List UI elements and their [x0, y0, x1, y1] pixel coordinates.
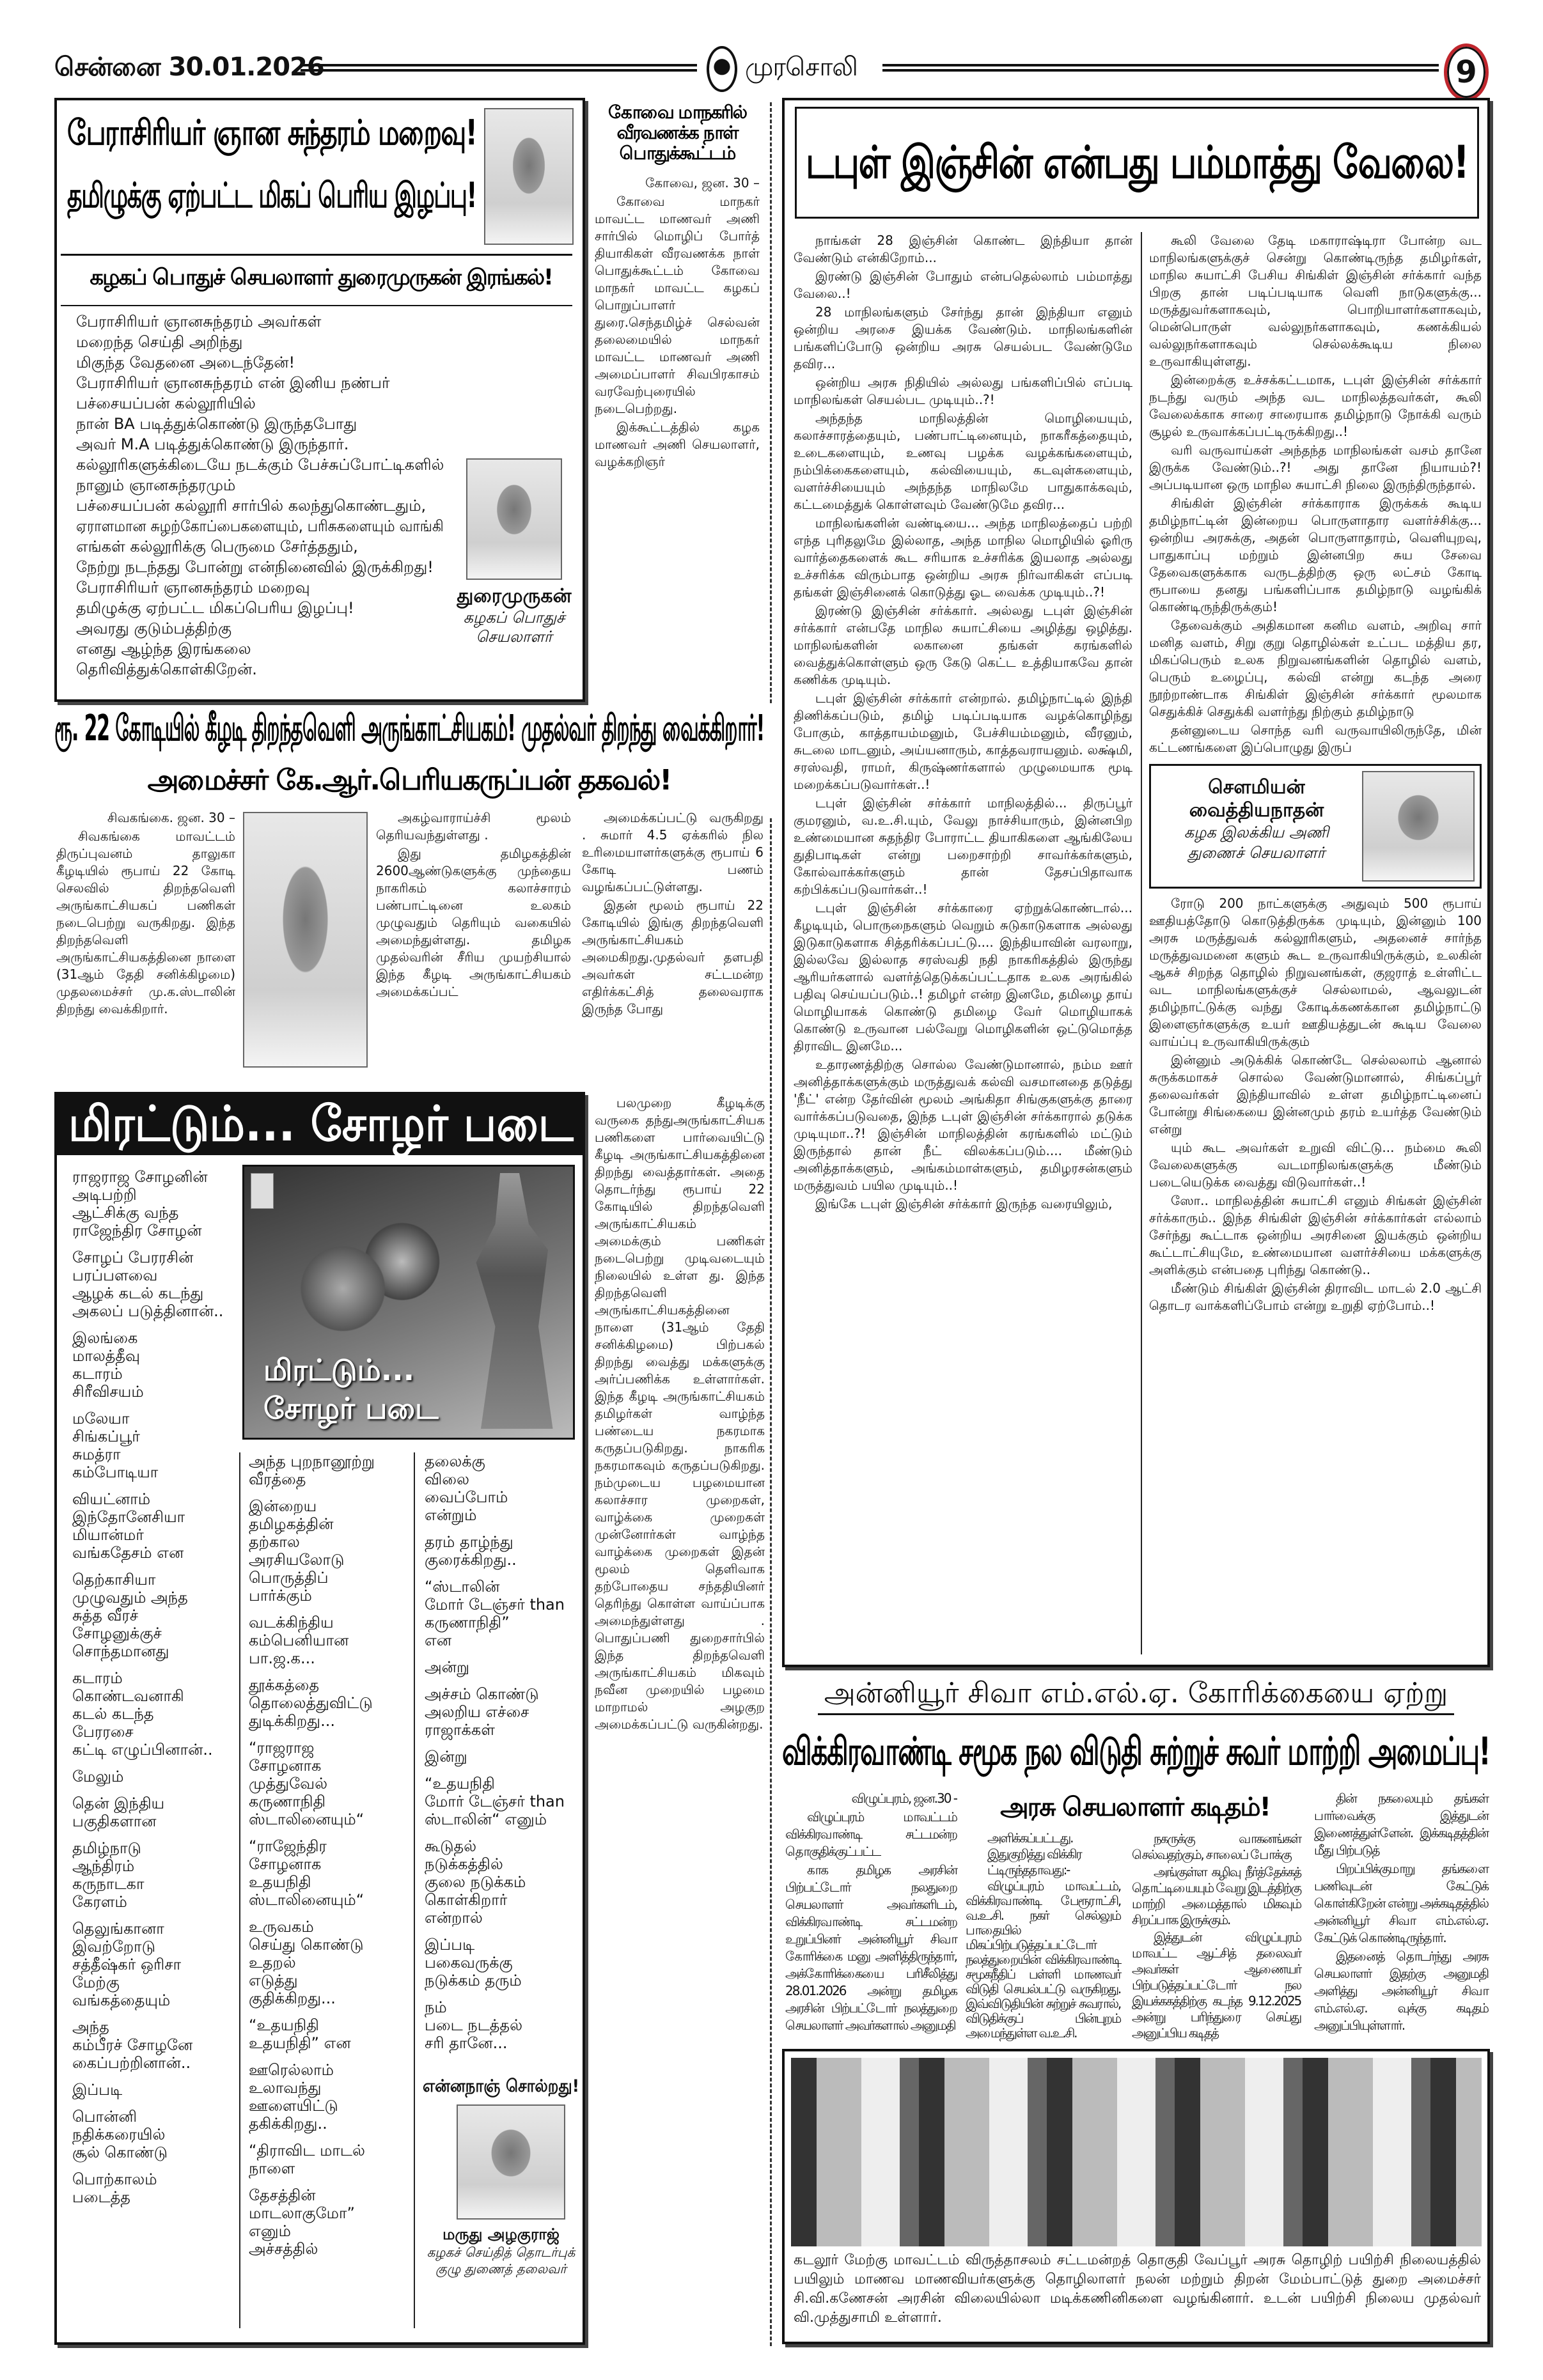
obituary-line: மிகுந்த வேதனை அடைந்தேன்!: [76, 354, 295, 371]
column-separator: [770, 818, 772, 2346]
poem-stanza: ராஜராஜ சோழனின் அடிபற்றி ஆட்சிக்கு வந்த ராஜேந்திர சோழன்: [72, 1168, 208, 1240]
obituary-headline-2: தமிழுக்கு ஏற்பட்ட மிகப் பெரிய இழப்பு!: [67, 175, 476, 215]
issue-date: சென்னை 30.01.2026: [54, 52, 324, 82]
main-article-box: [782, 98, 1490, 1667]
main-article-paragraph: மீண்டும் சிங்கிள் இஞ்சின் திராவிட மாடல் 2.0 ஆட்சி தொடர வாக்களிப்போம் என்று உறுதி ஏற்போம்..!: [1149, 1280, 1482, 1313]
divider: [61, 305, 572, 306]
obituary-line: எங்கள் கல்லூரிக்கு பெருமை சேர்த்ததும்,: [76, 538, 358, 556]
main-article-paragraph: தேவைக்கும் அதிகமான கனிம வளம், அறிவு சார் மனித வளம், சிறு குறு தொழில்கள் உட்பட மத்திய தர, மிகப்பெரும் உலக நிறுவனங்களின் தொழில் வளம், பெரும் உழைப்பு, கல்வி என்று கடந்த அரை நூற்றாண்டாக சிங்கிள் இஞ்சின் சர்க்கார் மூலமாக செதுக்கிச் செதுக்கி வளர்ந்து நிற்கும் தமிழ்நாடு: [1149, 618, 1482, 719]
poem-stanza: தூக்கத்தை தொலைத்துவிட்டு துடிக்கிறது...: [249, 1676, 373, 1730]
main-article-paragraph: உதாரணத்திற்கு சொல்ல வேண்டுமானால், நம்ம ஊர் அனித்தாக்களுக்கும் மருத்துவக் கல்வி வசமானதை தடுத்து 'நீட்' என்ற தேர்வின் மூலம் அங்கிதா சிங்குகளுக்கு தாரை வார்க்கப்படுவதை, இந்த டபுள் இஞ்சின் சர்க்காரால் தடுக்க முடியுமா..?! இஞ்சின் மாநிலத்தின் கரங்களில் மட்டும் இருந்தால் தான் நீட் விலக்கப்படும்.... மீண்டும் அனித்தாக்களும், அங்கம்மாள்களும், தமிழரசன்களும் மருத்துவம் பயில முடியும்..!: [794, 1057, 1132, 1193]
paper-logo-icon: [707, 46, 737, 92]
main-article-paragraph: நாங்கள் 28 இஞ்சின் கொண்ட இந்தியா தான் வேண்டும் என்கிறோம்...: [794, 233, 1132, 265]
poem-stanza: சோழப் பேரரசின் பரப்பளவை ஆழக் கடல் கடந்து அகலப் படுத்தினான்..: [72, 1248, 224, 1320]
author-credit: [1157, 776, 1356, 863]
vikravandi-paragraph: நகருக்கு வாகனங்கள் செல்வதற்கும், சாலைப் போக்கு: [1132, 1831, 1301, 1862]
poem-author-role: கழகச் செய்தித் தொடர்புக் குழு துணைத் தலைவர்: [427, 2244, 576, 2276]
obituary-line: பச்சையப்பன் கல்லூரியில்: [76, 394, 256, 412]
obituary-line: அவர் M.A படித்துக்கொண்டு இருந்தார்.: [76, 435, 349, 453]
vikravandi-paragraph: அளிக்கப்பட்டது.: [987, 1830, 1073, 1846]
poem-stanza: இன்று: [425, 1748, 467, 1766]
keezhadi-paragraph: சிவகங்கை மாவட்டம் திருப்புவனம் தாலுகா கீழடியில் ரூபாய் 22 கோடி செலவில் திறந்தவெளி அருங்காட்சியகப் பணிகள் நடைபெற்று வருகிறது. இந்த திறந்தவெளி அருங்காட்சியகத்தினை நாளை (31ஆம் தேதி சனிக்கிழமை) முதலமைச்சர் மு.க.ஸ்டாலின் திறந்து வைக்கிறார்.: [56, 828, 235, 1016]
laptop-distribution-photo: [791, 2058, 1482, 2246]
vikravandi-paragraph-list: [1314, 1790, 1488, 2041]
poem-stanza: உருவகம் செய்து கொண்டு உதறல் எடுத்து குதிக்கிறது...: [249, 1918, 364, 2007]
main-article-paragraph: டபுள் இஞ்சின் சர்க்கார் என்றால். தமிழ்நாட்டில் இந்தி திணிக்கப்படும், தமிழ் படிப்படியாக வழக்கொழிந்து போகும், காத்தாயம்மனும், பேச்சியம்மனும், வீரனும், சுடலை மாடனும், அய்யனாரும், காத்தவராயனும். லக்ஷ்மி, சரஸ்வதி, ராமர், கிருஷ்ணர்களால் முழுமையாக மூடி மறைக்கப்படுவார்கள்..!: [794, 690, 1132, 792]
author-name-2: வைத்தியநாதன்: [1189, 799, 1324, 821]
divider: [61, 254, 572, 256]
keezhadi-paragraph-list: [376, 809, 571, 1084]
kovai-paragraph: கோவை, ஜன. 30 –: [645, 175, 760, 191]
main-article-paragraph: ரோடு 200 நாட்களுக்கு அதுவும் 500 ரூபாய் ஊதியத்தோடு கொடுத்திருக்க முடியும், இன்னும் 100 அரசு மருத்துவக் கல்லூரிகளும், அதனைச் சார்ந்த மருத்துவமனை களும் கூட உருவாகியிருக்கும், உலகின் ஆகச் சிறந்த தொழில் நிறுவனங்கள், குஜராத் உள்ளிட்ட வட மாநிலங்களுக்குச் செல்லாமல், ஆவலுடன் தமிழ்நாட்டுக்கு வந்து கோடிக்கணக்கான தமிழ்நாட்டு இளைஞர்களுக்கு உயர் ஊதியத்துடன் கூடிய வேலை வாய்ப்பு உருவாகியிருக்கும்: [1149, 896, 1482, 1049]
main-article-paragraph-list: [794, 232, 1132, 1654]
poem-stanza: “திராவிட மாடல் நாளை: [249, 2142, 365, 2177]
obituary-line: நானும் ஞானசுந்தரமும்: [76, 476, 236, 494]
main-article-paragraph: அந்தந்த மாநிலத்தின் மொழியையும், கலாச்சாரத்தையும், பண்பாட்டினையும், நாகரீகத்தையும், உடைகளையும், உணவு பழக்க வழக்கங்களையும், நம்பிக்கைகளையும், கல்வியையும், கடவுள்களையும், வளர்ச்சியையும் அந்தந்த மாநிலமே பாதுகாக்கவும், கட்டமைத்துக் கொள்ளவும் வேண்டுமே தவிர...: [794, 410, 1132, 512]
main-article-paragraph: தன்னுடைய சொந்த வரி வருவாயிலிருந்தே, மின் கட்டணங்களை இப்பொழுது இருப்: [1149, 722, 1482, 755]
illustration-text-1: மிரட்டும்...: [263, 1353, 415, 1387]
obituary-line: கல்லூரிகளுக்கிடையே நடக்கும் பேச்சுப்போட்டிகளில்: [76, 456, 444, 474]
poem-stanza: மலேயா சிங்கப்பூர் சுமத்ரா கம்போடியா: [72, 1410, 159, 1481]
poem-title: மிரட்டும்... சோழர் படை: [68, 1095, 574, 1152]
poem-stanza: தேசத்தின் மாடலாகுமோ” எனும் அச்சத்தில்: [249, 2186, 355, 2258]
obituary-signature: [448, 585, 580, 646]
poem-stanza: இலங்கை மாலத்தீவு கடாரம் சிரீவிசயம்: [72, 1329, 144, 1401]
vikravandi-paragraph: விழுப்புரம் மாவட்டம், விக்கிரவாண்டி பேரூராட்சி, வ.உ.சி. நகர் செல்லும் பாதையில் மிகப்பிற்படுத்தப்பட்டோர் நலத்துறையின் விக்கிரவாண்டி சமூகநீதிப் பள்ளி மாணவர் விடுதி செயல்பட்டு வருகிறது. இவ்விடுதியின் சுற்றுச் சுவரால், விடுதிக்குப் பின்புறம் அமைந்துள்ள வ.உ.சி.: [966, 1878, 1120, 2041]
vikravandi-paragraph: விழுப்புரம் மாவட்டம் விக்கிரவாண்டி சட்டமன்ற தொகுதிக்குட்பட்ட: [785, 1809, 957, 1859]
poem-stanza: “ராஜேந்திர சோழனாக உதயநிதி ஸ்டாலினையும்“: [249, 1837, 364, 1909]
vikravandi-paragraph-list: [1132, 1831, 1301, 2041]
keezhadi-paragraph: சிவகங்கை. ஜன. 30 –: [107, 810, 235, 825]
duraimurugan-photo: [466, 458, 562, 580]
keezhadi-paragraph-list: [56, 809, 235, 1084]
main-article-paragraph-list: [1149, 895, 1482, 1316]
vikravandi-paragraph: காக தமிழக அரசின் பிற்பட்டோர் நலதுறை செயலாளர் அவர்களிடம், விக்கிரவாண்டி சட்டமன்ற உறுப்பினர் அன்னியூர் சிவா கோரிக்கை மனு அளித்திருந்தார், அக்கோரிக்கையை பரிசீலித்து 28.01.2026 அன்று தமிழக அரசின் பிற்பட்டோர் நலத்துறை செயலாளர் அவர்களால் அனுமதி: [785, 1862, 957, 2033]
obituary-line: நேற்று நடந்தது போன்று என்நினைவில் இருக்கிறது!: [76, 558, 434, 576]
photo-feature-box: [782, 2049, 1490, 2344]
keezhadi-paragraph: அமைக்கப்பட்டு வருகிறது . சுமார் 4.5 ஏக்கரில் நில உரிமையாளர்களுக்கு ரூபாய் 6 கோடி பணம் வழங்கப்பட்டுள்ளது.: [582, 810, 764, 894]
column-separator: [239, 1452, 240, 2328]
poem-stanza-list: [249, 1452, 405, 2267]
kovai-headline: கோவை மாநகரில் வீரவணக்க நாள் பொதுக்கூட்டம்: [608, 102, 746, 164]
column-separator: [770, 102, 772, 703]
poem-stanza: தெலுங்கானா இவற்றோடு சத்தீஷ்கர் ஒரிசா மேற்கு வங்கத்தையும்: [72, 1920, 182, 2009]
obituary-headline-1: பேராசிரியர் ஞான சுந்தரம் மறைவு!: [67, 113, 477, 153]
obituary-line: தமிழுக்கு ஏற்பட்ட மிகப்பெரிய இழப்பு!: [76, 599, 354, 617]
poem-stanza: “உதயநிதி மோர் டேஞ்சர் than ஸ்டாலின்“ எனும்: [425, 1775, 565, 1828]
poem-stanza: வியட்னாம் இந்தோனேசியா மியான்மர் வங்கதேசம் என: [72, 1490, 185, 1562]
obituary-box: [54, 98, 585, 702]
author-role-1: கழக இலக்கிய அணி: [1184, 823, 1329, 841]
main-headline-frame: [795, 107, 1479, 219]
vikravandi-paragraph: இத்துடன் விழுப்புரம் மாவட்ட ஆட்சித் தலைவர் அவர்கள் ஆணையர் பிற்படுத்தப்பட்டோர் நல இயக்ககத்திற்கு கடந்த 9.12.2025 அன்று பரிந்துரை செய்து அனுப்பிய கடிதத்: [1132, 1929, 1301, 2041]
poem-box: [54, 1092, 585, 2345]
poem-stanza: “ராஜராஜ சோழனாக முத்துவேல் கருணாநிதி ஸ்டாலினையும்“: [249, 1739, 364, 1828]
main-article-paragraph: 28 மாநிலங்களும் சேர்ந்து தான் இந்தியா எனும் ஒன்றிய அரசை இயக்க வேண்டும். மாநிலங்களின் பங்களிப்போடு ஒன்றிய அரசு செயல்பட வேண்டுமே தவிர...: [794, 304, 1132, 371]
main-article-paragraph: மாநிலங்களின் வண்டியை... அந்த மாநிலத்தைப் பற்றி எந்த புரிதலுமே இல்லாத, அந்த மாநில மொழியில் ஓரிரு வார்த்தைகளைக் கூட சரியாக உச்சரிக்க இயலாத அல்லது உச்சரிக்க விரும்பாத ஒன்றிய அரசு நிர்வாகிகள் எப்படி தங்கள் இஞ்சினைக் கொடுத்து ஓட வைக்க முடியும்..?!: [794, 515, 1132, 600]
poem-stanza: பொற்காலம் படைத்த: [72, 2170, 157, 2206]
signatory-role: செயலாளர்: [476, 628, 552, 646]
signatory-name: துரைமுருகன்: [457, 585, 572, 607]
obituary-line: பேராசிரியர் ஞானசுந்தரம் என் இனிய நண்பர்: [76, 374, 390, 392]
keezhadi-paragraph: அகழ்வாராய்ச்சி மூலம் தெரியவந்துள்ளது .: [376, 810, 571, 843]
column-separator: [414, 1452, 415, 2328]
obituary-line: ஏராளமான சுழற்கோப்பைகளையும், பரிசுகளையும் வாங்கி: [76, 517, 444, 535]
obituary-line-list: [76, 311, 444, 680]
main-article-paragraph: யும் கூட அவர்கள் உறுவி விட்டு... நம்மை கூலி வேலைகளுக்கு வடமாநிலங்களுக்கு மீண்டும் படையெடுக்க வைத்து விடுவார்கள்..!: [1149, 1140, 1482, 1190]
main-article-column-2: [1149, 232, 1482, 1654]
poem-stanza: தமிழ்நாடு ஆந்திரம் கருநாடகா கேரளம்: [72, 1839, 145, 1911]
main-article-paragraph: இன்னும் அடுக்கிக் கொண்டே செல்லலாம் ஆனால் சுருக்கமாகச் சொல்ல வேண்டுமானால், சிங்கப்பூர் தலைவர்கள் இந்தியாவில் உள்ள தமிழ்நாட்டினைப் போன்று சிங்கையை இன்னமும் தரம் உயர்த்த வேண்டும் என்று: [1149, 1052, 1482, 1137]
karunanidhi-inset-photo: [251, 1173, 274, 1209]
vikravandi-paragraph: இதனைத் தொடர்ந்து அரசு செயலாளர் இதற்கு அனுமதி அளித்து அன்னியூர் சிவா எம்.எல்.ஏ. வுக்கு கடிதம் அனுப்பியுள்ளார்.: [1314, 1948, 1488, 2033]
illustration-text-2: சோழர் படை: [263, 1391, 439, 1426]
main-article-paragraph: இன்றைக்கு உச்சக்கட்டமாக, டபுள் இஞ்சின் சர்க்கார் நடந்து வரும் அந்த வட மாநிலத்தவர்கள், கூலி வேலைக்காக சாரை சாரையாக தமிழ்நாடு நோக்கி வரும் சூழல் உருவாக்கப்பட்டிருக்கிறது..!: [1149, 372, 1482, 439]
main-article-paragraph: இரண்டு இஞ்சின் போதும் என்பதெல்லாம் பம்மாத்து வேலை..!: [794, 268, 1132, 301]
poem-author-name: மருது அழகுராஜ்: [443, 2225, 560, 2243]
chola-king-figure: [462, 1173, 558, 1429]
poem-stanza: தலைக்கு விலை வைப்போம் என்றும்: [425, 1452, 508, 1524]
photo-caption: கடலூர் மேற்கு மாவட்டம் விருத்தாசலம் சட்டமன்றத் தொகுதி வேப்பூர் அரசு தொழிற் பயிற்சி நிலையத்தில் பயிலும் மாணவ மாணவியர்களுக்கு தொழிலாளர் நலன் மற்றும் திறன் மேம்பாட்டுத் துறை அமைச்சர் சி.வி.கணேசன் அரசின் விலையில்லா மடிக்கணினிகளை வழங்கினார். உடன் பயிற்சி நிலைய முதல்வர் வி.முத்துசாமி உள்ளார்.: [794, 2252, 1481, 2326]
poem-stanza: அன்று: [425, 1658, 470, 1676]
poem-stanza: “ஸ்டாலின் மோர் டேஞ்சர் than கருணாநிதி” என: [425, 1578, 565, 1649]
poem-stanza: தரம் தாழ்ந்து குரைக்கிறது..: [425, 1533, 517, 1569]
maruthu-alaguraj-photo: [457, 2104, 565, 2220]
vikravandi-paragraph: விழுப்புரம், ஜன.30 -: [851, 1791, 957, 1806]
poem-stanza: கூடுதல் நடுக்கத்தில் குலை நடுக்கம் கொள்கிறார் என்றால்: [425, 1837, 526, 1927]
poem-stanza: வடக்கிந்திய கம்பெனியான பா.ஜ.க...: [249, 1614, 349, 1667]
obituary-line: பேராசிரியர் ஞானசுந்தரம் மறைவு: [76, 579, 310, 596]
poem-signoff: என்னநாஞ் சொல்றது!: [423, 2076, 579, 2096]
vikravandi-paragraph-list: [966, 1831, 1120, 2041]
keezhadi-headline: ரூ. 22 கோடியில் கீழடி திறந்தவெளி அருங்காட்சியகம்! முதல்வர் திறந்து வைக்கிறார்!: [54, 708, 765, 749]
vikravandi-paragraph: தின் நகலையும் தங்கள் பார்வைக்கு இத்துடன் இணைத்துள்ளேன். இக்கடிதத்தின் மீது பிற்படுத்: [1314, 1791, 1488, 1858]
main-article-paragraph: டபுள் இஞ்சின் சர்க்காரை ஏற்றுக்கொண்டால்... கீழடியும், பொருநைகளும் வெறும் சுடுகாடுகளாக அல்லது இடுகாடுகளாக சித்தரிக்கப்பட்டு.... இந்தியாவின் வரலாறு, இல்லவே இல்லாத சரஸ்வதி நதி நாகரிகத்தில் இருந்து ஆரியர்களால் வளர்த்தெடுக்கப்பட்டதாக உலக அரங்கில் பதிவு செய்யப்படும்..! தமிழர் என்ற இனமே, தமிழை தாய் மொழியாகக் கொண்டு தமிழை வேர் மொழியாகக் கொண்டு உருவான பல்வேறு மொழிகளின் ஒட்டுமொத்த திராவிட இனமே...: [794, 900, 1132, 1054]
poem-stanza: இன்றைய தமிழகத்தின் தற்கால அரசியலோடு பொருத்திப் பார்க்கும்: [249, 1497, 345, 1605]
column-separator: [1141, 232, 1142, 1654]
vikravandi-paragraph: பிறப்பிக்குமாறு தங்களை பணிவுடன் கேட்டுக் கொள்கிறேன் என்று அக்கடிதத்தில் அன்னியூர் சிவா எம்.எல்.ஏ. கேட்டுக் கொண்டிருந்தார்.: [1314, 1861, 1488, 1945]
obituary-subhead: கழகப் பொதுச் செயலாளர் துரைமுருகன் இரங்கல்!: [90, 265, 552, 290]
keezhadi-paragraph-list: [582, 809, 764, 1084]
paper-name: முரசொலி: [745, 52, 858, 82]
poem-stanza: நம் படை நடத்தல் சரி தானே...: [425, 1998, 522, 2052]
author-role-2: துணைச் செயலாளர்: [1187, 844, 1326, 862]
obituary-line: பச்சையப்பன் கல்லூரி சார்பில் கலந்துகொண்டதும்,: [76, 497, 427, 515]
header-rule: [301, 64, 697, 72]
poem-stanza: இப்படி பகைவருக்கு நடுக்கம் தரும்: [425, 1936, 522, 1989]
poem-stanza: மேலும்: [72, 1768, 124, 1785]
page-number: 9: [1444, 43, 1489, 101]
kovai-paragraph: கோவை மாநகர் மாவட்ட மாணவர் அணி சார்பில் மொழிப் போர்த் தியாகிகள் வீரவணக்க நாள் பொதுக்கூட்டம் கோவை மாநகர் மாவட்ட கழகப் பொறுப்பாளர் துரை.செந்தமிழ்ச் செல்வன் தலைமையில் மாநகர் மாவட்ட மாணவர் அணி அமைப்பாளர் சிவபிரகாசம் வரவேற்புரையில் நடைபெற்றது.: [595, 193, 760, 416]
kovai-article: [595, 102, 760, 472]
poem-stanza-list: [425, 1452, 578, 2061]
main-article-paragraph: வரி வருவாய்கள் அந்தந்த மாநிலங்கள் வசம் தானே இருக்க வேண்டும்..?! அது தானே நியாயம்?! அப்படியான ஒரு மாநில சுயாட்சி நிலை இருந்திருந்தால்.: [1149, 442, 1482, 492]
poem-stanza: அந்த கம்பீரச் சோழனே கைப்பற்றினான்..: [72, 2018, 193, 2072]
minister-photo: [243, 812, 368, 1068]
author-inset: [1149, 764, 1482, 889]
poem-title-band: [57, 1094, 583, 1155]
vikravandi-kicker-wrap: [782, 1676, 1490, 1715]
vikravandi-kicker: அன்னியூர் சிவா எம்.எல்.ஏ. கோரிக்கையை ஏற்று: [818, 1676, 1454, 1715]
poem-stanza: பொன்னி நதிக்கரையில் சூல் கொண்டு: [72, 2108, 168, 2161]
poem-stanza: “உதயநிதி உதயநிதி” என: [249, 2016, 351, 2052]
poem-illustration: [242, 1165, 575, 1440]
sowmiyan-photo: [1362, 771, 1475, 882]
vikravandi-paragraph-list: [785, 1790, 957, 2041]
vikravandi-paragraph: அங்குள்ள கழிவு நீர்த்தேக்கத் தொட்டியையும் வேறு இடத்திற்கு மாற்றி அமைத்தால் மிகவும் சிறப்பாக இருக்கும்.: [1132, 1864, 1301, 1927]
vikravandi-paragraph: ட்டிருந்ததாவது:-: [987, 1862, 1070, 1878]
main-article-paragraph: ஒன்றிய அரசு நிதியில் அல்லது பங்களிப்பில் எப்படி மாநிலங்கள் செயல்பட முடியும்..?!: [794, 375, 1132, 407]
main-article-paragraph-list: [1149, 232, 1482, 758]
keezhadi-paragraph: இதன் மூலம் ரூபாய் 22 கோடியில் இங்கு திறந்தவெளி அருங்காட்சியகம் அமைகிறது.முதல்வர் தளபதி அவர்கள் சட்டமன்ற எதிர்க்கட்சித் தலைவராக இருந்த போது: [582, 898, 764, 1016]
poem-stanza: ஊரெல்லாம் உலாவந்து ஊளையிட்டு தகிக்கிறது..: [249, 2061, 338, 2133]
poem-stanza-list: [72, 1168, 236, 2215]
main-headline: டபுள் இஞ்சின் என்பது பம்மாத்து வேலை!: [806, 136, 1469, 189]
main-article-paragraph: டபுள் இஞ்சின் சர்க்கார் மாநிலத்தில்... திருப்பூர் குமரனும், வ.உ.சி.யும், வேலு நாச்சியாரும், இன்னபிற உண்மையான சுதந்திர போராட்ட தியாகிகளை ஆங்கிலேய துதிபாடிகள் என்று பறைசாற்றி சாவர்க்கர்களும், கோல்வாக்கர்களும் தான் தேசப்பிதாவாக கற்பிக்கப்படுவார்கள்..!: [794, 795, 1132, 897]
keezhadi-subhead: அமைச்சர் கே.ஆர்.பெரியகருப்பன் தகவல்!: [147, 764, 671, 797]
author-name-1: சௌமியன்: [1208, 776, 1305, 798]
kovai-paragraph: இக்கூட்டத்தில் கழக மாணவர் அணி செயலாளர், வழக்கறிஞர்: [595, 419, 760, 469]
poem-stanza: அச்சம் கொண்டு அலறிய எச்சை ராஜாக்கள்: [425, 1685, 539, 1739]
poem-stanza: அந்த புறநானூற்று வீரத்தை: [249, 1452, 375, 1488]
vikravandi-headline: விக்கிரவாண்டி சமூக நல விடுதி சுற்றுச் சுவர் மாற்றி அமைப்பு!: [782, 1729, 1490, 1774]
poem-author: [423, 2225, 579, 2277]
obituary-line: மறைந்த செய்தி அறிந்து: [76, 333, 243, 351]
vikravandi-subhead: அரசு செயலாளர் கடிதம்!: [1000, 1793, 1270, 1822]
kovai-paragraph-list: [595, 175, 760, 471]
header-rule: [882, 64, 1439, 72]
keezhadi-paragraph: பலமுறை கீழடிக்கு வருகை தந்துஅருங்காட்சியக பணிகளை பார்வையிட்டு கீழடி அருங்காட்சியகத்தினை திறந்து வைத்தார்கள். அதை தொடர்ந்து ரூபாய் 22 கோடியில் திறந்தவெளி அருங்காட்சியகம் அமைக்கும் பணிகள் நடைபெற்று முடிவடையும் நிலையில் உள்ள து. இந்த திறந்தவெளி அருங்காட்சியகத்தினை நாளை (31ஆம் தேதி சனிக்கிழமை) பிற்பகல் திறந்து வைத்து மக்களுக்கு அர்ப்பணிக்க உள்ளார்கள். இந்த கீழடி அருங்காட்சியகம் தமிழர்கள் வாழ்ந்த பண்டைய நகரமாக கருதப்படுகிறது. நாகரிக நகரமாகவும் கருதப்படுகிறது. நம்முடைய பழமையான கலாச்சார முறைகள், வாழ்க்கை முறைகள் முன்னோர்கள் வாழ்ந்த வாழ்க்கை முறைகள் இதன் மூலம் தெளிவாக தற்போதைய சந்ததியினர் தெரிந்து கொள்ள வாய்ப்பாக அமைந்துள்ளது . பொதுப்பணி துறைசார்பில் இந்த திறந்தவெளி அருங்காட்சியகம் மிகவும் நவீன முறையில் பழமை மாறாமல் அழகுற அமைக்கப்பட்டு வருகின்றது.: [595, 1095, 765, 1732]
signatory-role: கழகப் பொதுச்: [463, 609, 565, 626]
vikravandi-paragraph: இதுகுறித்து விக்கிர: [987, 1846, 1081, 1862]
keezhadi-paragraph-list: [595, 1094, 765, 2335]
keezhadi-paragraph: இது தமிழகத்தின் 2600ஆண்டுகளுக்கு முந்தைய நாகரிகம் கலாச்சாரம் பண்பாட்டினை உலகம் முழுவதும் தெரியும் வகையில் அமைந்துள்ளது. தமிழக முதல்வரின் சீரிய முயற்சியால் இந்த கீழடி அருங்காட்சியகம் அமைக்கப்பட்: [376, 846, 571, 999]
poem-stanza: கடாரம் கொண்டவனாகி கடல் கடந்த பேரரசை கட்டி எழுப்பினான்..: [72, 1669, 213, 1759]
obituary-line: பேராசிரியர் ஞானசுந்தரம் அவர்கள்: [76, 313, 322, 331]
poem-stanza: தெற்காசியா முழுவதும் அந்த சுத்த வீரச் சோழனுக்குச் சொந்தமானது: [72, 1571, 188, 1660]
professor-photo: [484, 108, 574, 245]
poem-stanza: இப்படி: [72, 2081, 123, 2099]
main-article-paragraph: சிங்கிள் இஞ்சின் சர்க்காராக இருக்கக் கூடிய தமிழ்நாட்டின் இன்றைய பொருளாதார வளர்ச்சிக்கு... ஒன்றிய அரசுக்கு, அதன் பொருளாதாரம், வெளியுறவு, பாதுகாப்பு மற்றும் இன்னபிற சுய சேவை தேவைகளுக்காக வருடத்திற்கு ஒரு லட்சம் கோடி ரூபாயை தனது பங்களிப்பாக தமிழ்நாடு வழங்கிக் கொண்டிருந்திருக்கும்!: [1149, 495, 1482, 614]
poem-stanza: தென் இந்திய பகுதிகளான: [72, 1794, 165, 1830]
obituary-line: அவரது குடும்பத்திற்கு: [76, 619, 232, 637]
obituary-line: தெரிவித்துக்கொள்கிறேன்.: [76, 660, 257, 678]
main-article-paragraph: கூலி வேலை தேடி மகாராஷ்டிரா போன்ற வட மாநிலங்களுக்குச் சென்று கொண்டிருந்த தமிழர்கள், மாநில சுயாட்சி பேசிய சிங்கிள் இஞ்சின் சர்க்கார் வந்த பிறகு தான் படிப்படியாக வெளி நாடுகளுக்கு... மருத்துவர்களாகவும், பொறியாளர்களாகவும், மென்பொருள் வல்லுநர்களாகவும், கணக்கியல் வல்லுநர்களாகவும் செல்லக்கூடிய நிலை உருவாகியுள்ளது.: [1149, 233, 1482, 369]
main-article-paragraph: இங்கே டபுள் இஞ்சின் சர்க்கார் இருந்த வரையிலும்,: [815, 1196, 1113, 1211]
obituary-line: நான் BA படித்துக்கொண்டு இருந்தபோது: [76, 415, 357, 433]
main-article-paragraph: ஸோ.. மாநிலத்தின் சுயாட்சி எனும் சிங்கள் இஞ்சின் சர்க்காரும்.. இந்த சிங்கிள் இஞ்சின் சர்க்கார்கள் எல்லாம் சேர்ந்து கூட்டாக ஒன்றிய அரசினை இயக்கும் ஒன்றிய கூட்டாட்சியுமே, உண்மையான வளர்ச்சியை மக்களுக்கு அளிக்கும் என்பதை புரிந்து கொண்டு..: [1149, 1193, 1482, 1277]
main-article-paragraph: இரண்டு இஞ்சின் சர்க்கார். அல்லது டபுள் இஞ்சின் சர்க்கார் என்பதே மாநில சுயாட்சியை அழித்து ஒழித்து. மாநிலங்களின் லகானை தங்கள் கரங்களில் வைத்துக்கொள்ளும் ஒரு கேடு கெட்ட உத்தியாகவே தான் கணிக்க முடியும்.: [794, 603, 1132, 687]
obituary-line: எனது ஆழ்ந்த இரங்கலை: [76, 640, 251, 658]
